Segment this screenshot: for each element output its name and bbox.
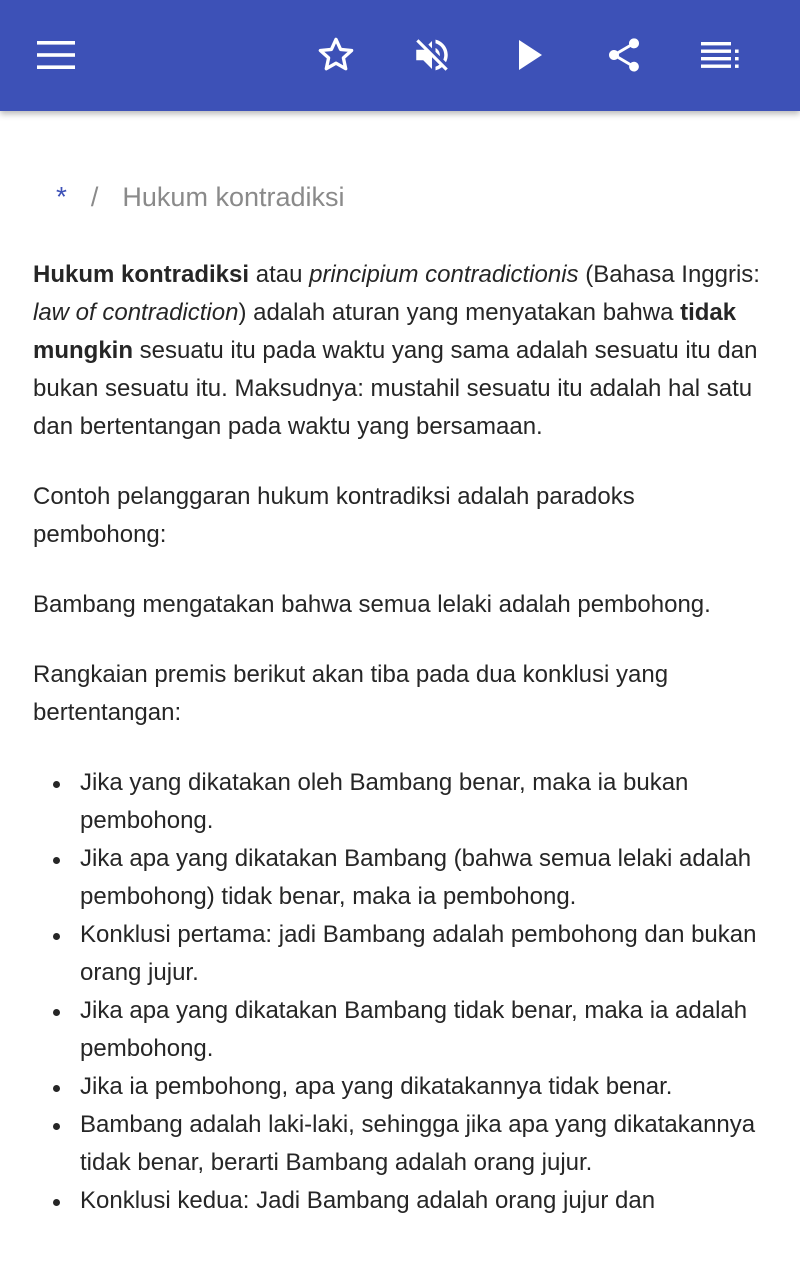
premise-paragraph: Rangkaian premis berikut akan tiba pada dua konklusi yang bertentangan: [33, 661, 669, 726]
intro-text-1: atau [249, 261, 310, 288]
article-term: Hukum kontradiksi [33, 261, 250, 288]
example-paragraph: Contoh pelanggaran hukum kontradiksi adalah paradoks pembohong: [33, 483, 635, 548]
list-item: Bambang adalah laki-laki, sehingga jika apa yang dikatakannya tidak benar, berarti Bambang adalah orang jujur. [80, 1106, 773, 1182]
volume-off-icon [411, 34, 453, 76]
breadcrumb-separator: / [90, 182, 99, 212]
english-term: law of contradiction [33, 299, 239, 326]
list-item: Jika apa yang dikatakan Bambang (bahwa semua lelaki adalah pembohong) tidak benar, maka ia pembohong. [80, 840, 773, 916]
intro-text-3: ) adalah aturan yang menyatakan bahwa [238, 299, 681, 326]
intro-text-4: sesuatu itu pada waktu yang sama adalah sesuatu itu dan bukan sesuatu itu. Maksudnya: mustahil sesuatu itu adalah hal satu dan bertentangan pada waktu yang bersamaan. [33, 337, 758, 440]
breadcrumb [56, 179, 345, 215]
premise-list [33, 764, 773, 1220]
emphasis-text: tidak mungkin [33, 299, 737, 364]
star-outline-icon [316, 35, 356, 75]
list-item: Jika apa yang dikatakan Bambang tidak benar, maka ia adalah pembohong. [80, 992, 773, 1068]
playlist-icon [701, 42, 739, 68]
menu-button[interactable] [28, 27, 84, 83]
intro-text-2: (Bahasa Inggris: [578, 261, 760, 288]
list-item: Jika ia pembohong, apa yang dikatakannya tidak benar. [80, 1068, 773, 1106]
playlist-button[interactable] [692, 27, 748, 83]
list-item: Konklusi pertama: jadi Bambang adalah pembohong dan bukan orang jujur. [80, 916, 773, 992]
breadcrumb-root-link[interactable]: * [56, 181, 67, 212]
play-icon [516, 39, 544, 71]
share-icon [604, 35, 644, 75]
breadcrumb-current: Hukum kontradiksi [122, 182, 345, 212]
latin-term: principium contradictionis [309, 261, 579, 288]
favorite-button[interactable] [308, 27, 364, 83]
mute-button[interactable] [404, 27, 460, 83]
article-body [33, 256, 773, 1220]
share-button[interactable] [596, 27, 652, 83]
list-item: Konklusi kedua: Jadi Bambang adalah orang jujur dan [80, 1182, 773, 1220]
statement-paragraph: Bambang mengatakan bahwa semua lelaki adalah pembohong. [33, 591, 711, 618]
play-button[interactable] [502, 27, 558, 83]
article-content [0, 111, 800, 1280]
list-item: Jika yang dikatakan oleh Bambang benar, maka ia bukan pembohong. [80, 764, 773, 840]
app-toolbar [0, 0, 800, 111]
menu-icon [37, 41, 75, 69]
intro-paragraph [33, 256, 773, 446]
